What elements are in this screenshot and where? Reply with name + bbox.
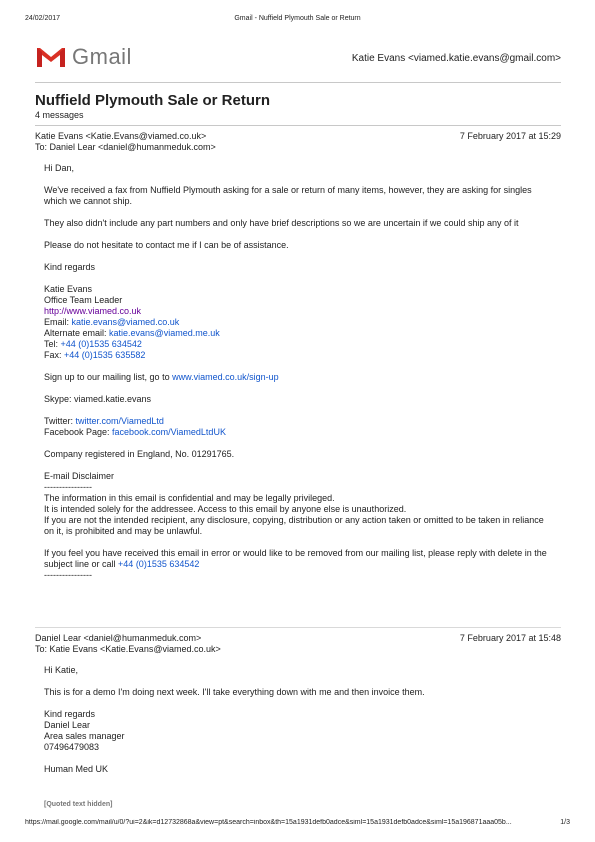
message2-sender: Daniel Lear <daniel@humanmeduk.com> [35, 633, 202, 643]
message1-body [44, 163, 554, 581]
signup-text: Sign up to our mailing list, go to [44, 372, 173, 382]
skype-id: Skype: viamed.katie.evans [44, 394, 152, 404]
disclaimer-title: E-mail Disclaimer [44, 471, 115, 481]
paragraph: Please do not hesitate to contact me if I can be of assistance. [44, 240, 289, 250]
paragraph: We've received a fax from Nuffield Plymouth asking for a sale or return of many items, however, they are asking for singles which we cannot ship. [44, 185, 532, 206]
fax-link[interactable]: +44 (0)1535 635582 [64, 350, 146, 360]
alt-email-link[interactable]: katie.evans@viamed.me.uk [109, 328, 220, 338]
website-link[interactable]: http://www.viamed.co.uk [44, 306, 142, 316]
signature-name: Daniel Lear [44, 720, 91, 730]
facebook-label: Facebook Page: [44, 427, 113, 437]
disclaimer-line: If you are not the intended recipient, any disclosure, copying, distribution or any action taken or omitted to be taken in reliance on it, is prohibited and may be unlawful. [44, 515, 544, 536]
twitter-label: Twitter: [44, 416, 76, 426]
gmail-logo-icon [35, 45, 67, 69]
remove-phone-link[interactable]: +44 (0)1535 634542 [118, 559, 200, 569]
tel-link[interactable]: +44 (0)1535 634542 [60, 339, 142, 349]
company-registration: Company registered in England, No. 01291765. [44, 449, 235, 459]
signature-title: Office Team Leader [44, 295, 123, 305]
twitter-link[interactable]: twitter.com/ViamedLtd [75, 416, 164, 426]
thread-subject: Nuffield Plymouth Sale or Return [35, 92, 271, 109]
remove-text: If you feel you have received this email in error or would like to be removed from our mailing list, please reply with delete in the subject line or call [44, 548, 547, 569]
facebook-link[interactable]: facebook.com/ViamedLtdUK [112, 427, 226, 437]
message1-sender: Katie Evans <Katie.Evans@viamed.co.uk> [35, 131, 207, 141]
signature-phone: 07496479083 [44, 742, 100, 752]
disclaimer-line: The information in this email is confidential and may be legally privileged. [44, 493, 335, 503]
paragraph: This is for a demo I'm doing next week. I'll take everything down with me and then invoice them. [44, 687, 425, 697]
disclaimer-separator: ---------------- [44, 570, 92, 580]
page-number: 1/3 [560, 819, 570, 826]
greeting: Hi Dan, [44, 163, 75, 173]
quoted-text-hidden[interactable]: [Quoted text hidden] [44, 801, 113, 808]
alt-email-label: Alternate email: [44, 328, 110, 338]
message2-recipient: To: Katie Evans <Katie.Evans@viamed.co.uk> [35, 644, 221, 654]
subject-divider [35, 125, 561, 126]
closing: Kind regards [44, 262, 96, 272]
print-date: 24/02/2017 [25, 15, 61, 22]
signup-link[interactable]: www.viamed.co.uk/sign-up [172, 372, 279, 382]
signature-title: Area sales manager [44, 731, 125, 741]
message2-date: 7 February 2017 at 15:48 [459, 633, 561, 643]
disclaimer-separator: ---------------- [44, 482, 92, 492]
print-url: https://mail.google.com/mail/u/0/?ui=2&ik=d12732868a&view=pt&search=inbox&th=15a1931defb0adce&siml=15a1931defb0adce&siml=15a196871aaa05b... [25, 819, 512, 826]
message2-body [44, 665, 554, 775]
fax-label: Fax: [44, 350, 65, 360]
signature-name: Katie Evans [44, 284, 93, 294]
email-link[interactable]: katie.evans@viamed.co.uk [71, 317, 180, 327]
email-label: Email: [44, 317, 72, 327]
message-divider [35, 627, 561, 628]
signature-company: Human Med UK [44, 764, 109, 774]
message1-recipient: To: Daniel Lear <daniel@humanmeduk.com> [35, 142, 216, 152]
header-divider [35, 82, 561, 83]
closing: Kind regards [44, 709, 96, 719]
paragraph: They also didn't include any part numbers and only have brief descriptions so we are uncertain if we could ship any of it [44, 218, 519, 228]
disclaimer-line: It is intended solely for the addressee. Access to this email by anyone else is unauthorized. [44, 504, 407, 514]
gmail-logo-text: Gmail [72, 44, 132, 69]
message-count: 4 messages [35, 110, 84, 120]
print-title: Gmail - Nuffield Plymouth Sale or Return [234, 15, 361, 22]
tel-label: Tel: [44, 339, 61, 349]
message1-date: 7 February 2017 at 15:29 [459, 131, 561, 141]
account-email: Katie Evans <viamed.katie.evans@gmail.com> [351, 53, 561, 64]
greeting: Hi Katie, [44, 665, 79, 675]
